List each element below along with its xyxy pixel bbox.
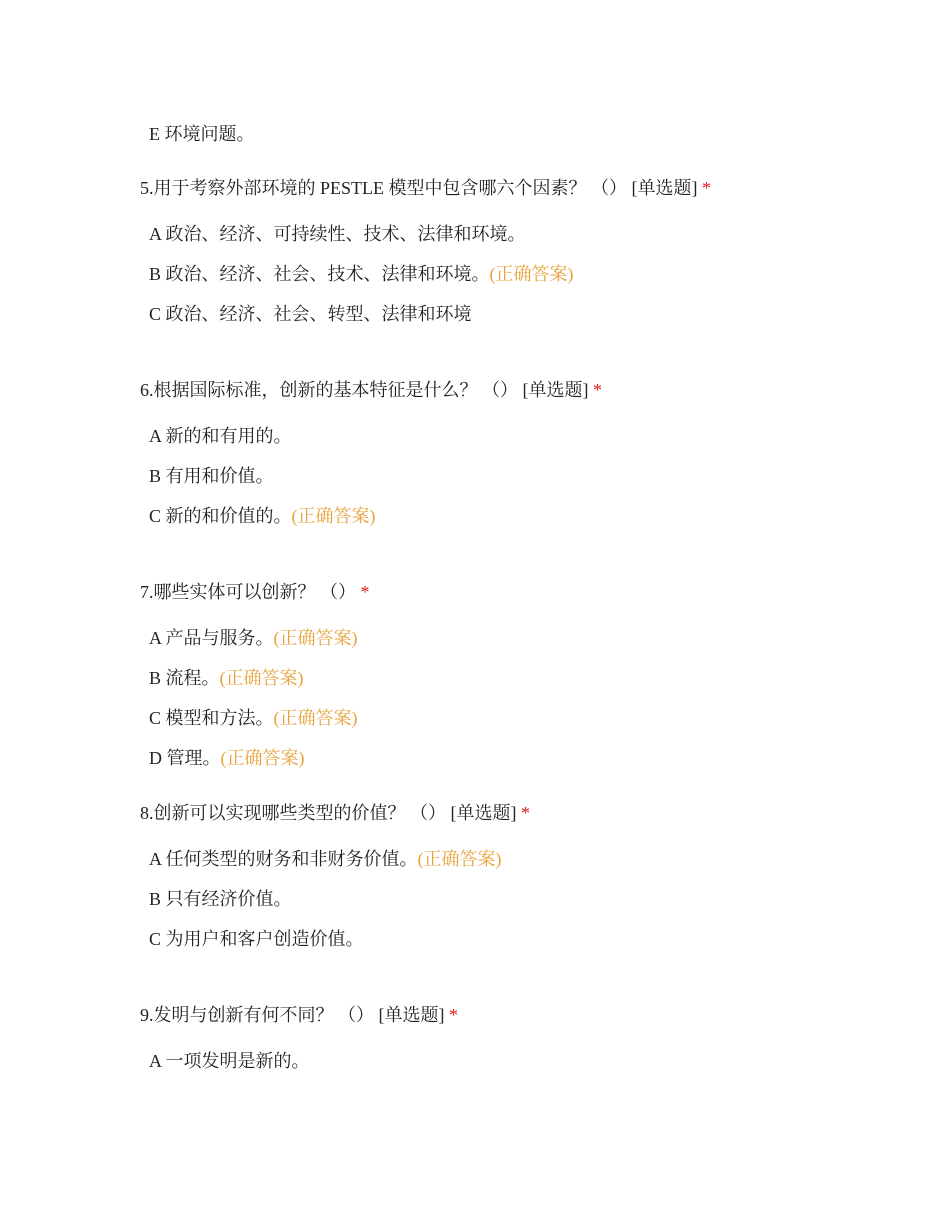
option-6c <box>149 504 376 528</box>
option-text: C 新的和价值的。 <box>149 506 292 526</box>
correct-answer-tag: (正确答案) <box>219 668 304 688</box>
option-8b <box>149 887 292 911</box>
question-text: 8.创新可以实现哪些类型的价值？ （） [单选题] <box>140 803 521 823</box>
option-6a <box>149 424 292 448</box>
option-text: B 政治、经济、社会、技术、法律和环境。 <box>149 264 490 284</box>
option-9a <box>149 1049 310 1073</box>
question-title-8 <box>140 801 530 825</box>
option-8c <box>149 927 364 951</box>
option-5b <box>149 262 574 286</box>
option-text: A 一项发明是新的。 <box>149 1051 310 1071</box>
option-7a <box>149 626 358 650</box>
correct-answer-tag: (正确答案) <box>273 708 358 728</box>
question-text: 6.根据国际标准，创新的基本特征是什么？ （） [单选题] <box>140 380 593 400</box>
option-7c <box>149 706 358 730</box>
correct-answer-tag: (正确答案) <box>273 628 358 648</box>
correct-answer-tag: (正确答案) <box>220 748 305 768</box>
option-text: D 管理。 <box>149 748 221 768</box>
option-text: C 模型和方法。 <box>149 708 274 728</box>
question-title-9 <box>140 1003 458 1027</box>
option-text: A 政治、经济、可持续性、技术、法律和环境。 <box>149 224 526 244</box>
option-text: C 为用户和客户创造价值。 <box>149 929 364 949</box>
option-e <box>149 122 255 146</box>
option-text: B 流程。 <box>149 668 220 688</box>
option-7d <box>149 746 305 770</box>
option-text: B 有用和价值。 <box>149 466 274 486</box>
correct-answer-tag: (正确答案) <box>291 506 376 526</box>
question-text: 7.哪些实体可以创新？ （） <box>140 582 361 602</box>
option-7b <box>149 666 304 690</box>
question-title-5 <box>140 176 711 200</box>
option-text: B 只有经济价值。 <box>149 889 292 909</box>
required-marker: * <box>521 803 530 823</box>
question-title-6 <box>140 378 602 402</box>
correct-answer-tag: (正确答案) <box>489 264 574 284</box>
option-6b <box>149 464 274 488</box>
required-marker: * <box>593 380 602 400</box>
option-text: A 新的和有用的。 <box>149 426 292 446</box>
option-5c <box>149 302 472 326</box>
required-marker: * <box>449 1005 458 1025</box>
option-text: C 政治、经济、社会、转型、法律和环境 <box>149 304 472 324</box>
correct-answer-tag: (正确答案) <box>417 849 502 869</box>
option-text: E 环境问题。 <box>149 124 255 144</box>
question-text: 9.发明与创新有何不同？ （） [单选题] <box>140 1005 449 1025</box>
option-8a <box>149 847 502 871</box>
option-text: A 任何类型的财务和非财务价值。 <box>149 849 418 869</box>
option-5a <box>149 222 526 246</box>
question-title-7 <box>140 580 370 604</box>
required-marker: * <box>360 582 370 602</box>
question-text: 5.用于考察外部环境的 PESTLE 模型中包含哪六个因素？ （） [单选题] <box>140 178 702 198</box>
required-marker: * <box>702 178 711 198</box>
option-text: A 产品与服务。 <box>149 628 274 648</box>
